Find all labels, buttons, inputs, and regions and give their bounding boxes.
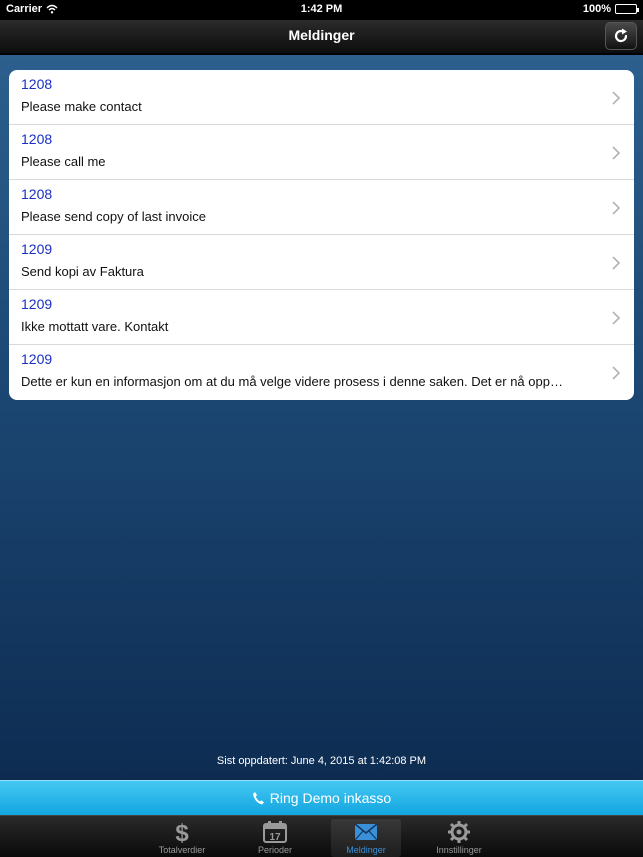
call-button[interactable] (0, 780, 643, 815)
list-item[interactable] (9, 125, 634, 180)
battery-icon (615, 4, 637, 14)
tab-meldinger[interactable] (331, 819, 401, 857)
svg-text:$: $ (175, 820, 189, 845)
tab-label: Totalverdier (158, 845, 206, 855)
refresh-button[interactable] (605, 22, 637, 50)
carrier-label: Carrier (6, 3, 43, 15)
status-time: 1:42 PM (300, 3, 343, 15)
message-number: 1208 (21, 186, 53, 202)
battery-info (583, 3, 637, 15)
content-area (0, 55, 643, 780)
nav-bar (0, 20, 643, 54)
message-text: Please call me (21, 154, 106, 169)
tab-bar (0, 815, 643, 857)
message-number: 1208 (21, 131, 53, 147)
status-bar (0, 0, 643, 20)
list-item[interactable] (9, 235, 634, 290)
message-number: 1209 (21, 296, 53, 312)
refresh-icon (612, 27, 630, 45)
tab-totalverdier[interactable] (147, 819, 217, 857)
envelope-icon (354, 823, 378, 841)
battery-percent: 100% (582, 3, 611, 15)
dollar-icon (173, 819, 191, 845)
message-text: Please make contact (21, 99, 142, 114)
list-item[interactable] (9, 290, 634, 345)
message-text: Please send copy of last invoice (21, 209, 206, 224)
message-number: 1209 (21, 351, 53, 367)
tab-label: Perioder (257, 845, 293, 855)
chevron-right-icon (610, 145, 622, 161)
chevron-right-icon (610, 90, 622, 106)
chevron-right-icon (610, 255, 622, 271)
last-updated-text: Sist oppdatert: June 4, 2015 at 1:42:08 PM (216, 755, 427, 767)
phone-icon (252, 791, 264, 805)
message-number: 1209 (21, 241, 53, 257)
tab-label: Meldinger (346, 845, 386, 855)
message-text: Ikke mottatt vare. Kontakt (21, 319, 169, 334)
message-list (9, 70, 634, 400)
gear-icon (447, 820, 471, 844)
message-text: Dette er kun en informasjon om at du må velge videre prosess i denne saken. Det er nå opp… (21, 374, 563, 389)
tab-innstillinger[interactable] (424, 819, 494, 857)
message-number: 1208 (21, 76, 53, 92)
calendar-icon (263, 821, 287, 843)
chevron-right-icon (610, 200, 622, 216)
list-item[interactable] (9, 345, 634, 400)
page-title: Meldinger (288, 27, 355, 43)
tab-perioder[interactable] (240, 819, 310, 857)
message-text: Send kopi av Faktura (21, 264, 144, 279)
calendar-day: 17 (269, 832, 281, 843)
chevron-right-icon (610, 310, 622, 326)
list-item[interactable] (9, 180, 634, 235)
call-label: Ring Demo inkasso (269, 790, 392, 806)
tab-label: Innstillinger (436, 845, 482, 855)
chevron-right-icon (610, 365, 622, 381)
list-item[interactable] (9, 70, 634, 125)
